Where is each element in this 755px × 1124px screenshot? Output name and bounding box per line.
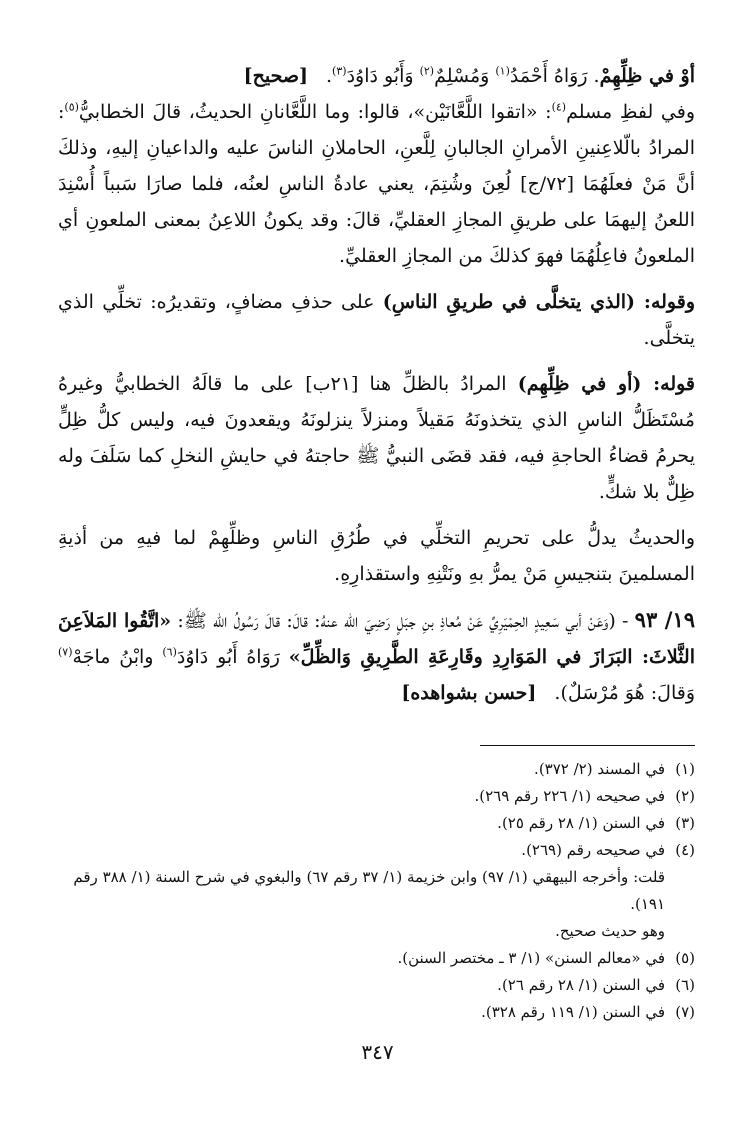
- grade-label: [صحيح]: [243, 65, 308, 87]
- paragraph-shade: [58, 366, 695, 510]
- footnote-ref-4: (٤): [551, 100, 567, 114]
- footnote-mark: (٧): [675, 1003, 695, 1021]
- footnote-mark: (٤): [675, 841, 695, 859]
- footnote-3: [58, 810, 695, 837]
- commentary-text: وفي لفظِ مسلم: [566, 101, 696, 123]
- footnote-mark: (١): [675, 760, 695, 778]
- dash: -: [615, 610, 635, 632]
- footnote-2: [58, 783, 695, 810]
- narration-text: .: [326, 65, 333, 87]
- quoted-phrase: قوله: (أو في ظِلِّهِم): [517, 373, 696, 395]
- footnote-mark: (٢): [675, 787, 695, 805]
- isnad-text: (وَعَنْ أبي سَعِيدٍ الحِمْيَرِيِّ عَنْ مُعاذِ بنِ جبَلٍ رَضِيَ الله عنهُ: قالَ: قالَ رَسُولُ الله ﷺ:: [171, 610, 616, 632]
- paragraph-ruling: [58, 520, 695, 592]
- commentary-text: المرادُ بالظلِّ هنا [٢١ب] على ما قالَهُ الخطابيُّ وغيرهُ مُسْتَظَلُّ الناسِ الذي يتخذونَهُ مَقيلاً ومنزلاً ينزلونَهُ ويقعدونَ فيه، وليس كلُّ ظِلٍّ يحرمُ قضاءُ الحاجةِ فيه، فقد قضَى النبيُّ ﷺ حاجتهُ في حايشِ النخلِ كما سَلَفَ وله ظِلٌّ بلا شكٍّ.: [58, 373, 695, 503]
- footnote-ref-2: (٢): [419, 64, 435, 78]
- commentary-text: على حذفِ مضافٍ، وتقديرُه: تخلِّي الذي يتخلَّى.: [58, 291, 695, 349]
- narration-text: وَأَبُو دَاوُدَ: [346, 65, 420, 87]
- paragraph-hadith-93: [58, 602, 695, 711]
- footnote-text: في صحيحه رقم (٢٦٩).: [521, 841, 665, 859]
- footnote-7: [58, 999, 695, 1026]
- paragraph-muslim-wording: [58, 94, 695, 274]
- footnote-mark: (٣): [675, 814, 695, 832]
- footnote-4-continuation: قلت: وأخرجه البيهقي (١/ ٩٧) وابن خزيمة (١/ ٣٧ رقم ٦٧) والبغوي في شرح السنة (١/ ٣٨٨ رقم ١٩١).: [73, 868, 665, 913]
- footnote-ref-6: (٦): [162, 645, 177, 659]
- footnote-text: في السنن (١/ ١١٩ رقم ٣٢٨).: [481, 1003, 665, 1021]
- footnote-divider: [480, 745, 695, 746]
- footnote-text: في السنن (١/ ٢٨ رقم ٢٦).: [497, 976, 665, 994]
- footnote-mark: (٦): [675, 976, 695, 994]
- page-number: ٣٤٧: [361, 1040, 394, 1064]
- footnote-text: في صحيحه (١/ ٢٢٦ رقم ٢٦٩).: [474, 787, 665, 805]
- narration-text: وابْنُ ماجَهْ: [72, 646, 163, 668]
- footnote-ref-7: (٧): [58, 645, 73, 659]
- narration-text: وَمُسْلِمٌ: [434, 65, 496, 87]
- narration-text: وَقالَ: هُوَ مُرْسَلٌ).: [554, 682, 695, 704]
- commentary-text: والحديثُ يدلُّ على تحريمِ التخلِّي في طُرُقِ الناسِ وظلِّهِمْ لما فيهِ من أذيةِ المسلمينَ بتنجيسِ مَنْ يمرُّ بهِ ونَتْنِهِ واستقذارِهِ.: [58, 527, 695, 585]
- paragraph-hadith-end: [58, 58, 695, 94]
- footnote-4-verdict: وهو حديث صحيح.: [555, 922, 665, 940]
- footnote-ref-5: (٥): [64, 100, 79, 114]
- footnote-text: في السنن (١/ ٢٨ رقم ٢٥).: [497, 814, 665, 832]
- narration-text: . رَوَاهُ أَحْمَدُ: [509, 65, 600, 87]
- grade-label: [حسن بشواهده]: [401, 682, 537, 704]
- commentary-text: : «اتقوا اللَّعَّانَيْن»، قالوا: وما اللَّعَّانانِ الحديثُ، قالَ الخطابيُّ: [78, 101, 552, 123]
- hadith-number: ١٩/ ٩٣: [634, 607, 695, 632]
- paragraph-takhalli: [58, 284, 695, 356]
- quoted-phrase: وقوله: (الذي يتخلَّى في طريقِ الناسِ): [382, 291, 695, 313]
- footnotes: [58, 756, 695, 1026]
- footnote-ref-3: (٣): [332, 64, 347, 78]
- hadith-fragment: أوْ في ظِلِّهِمْ: [599, 65, 695, 87]
- footnote-mark: (٥): [675, 949, 695, 967]
- footnote-text: في «معالم السنن» (١/ ٣ ـ مختصر السنن).: [397, 949, 665, 967]
- narration-text: رَوَاهُ أَبُو دَاوُدَ: [176, 646, 289, 668]
- footnote-text: في المسند (٢/ ٣٧٢).: [534, 760, 665, 778]
- footnote-1: [58, 756, 695, 783]
- footnote-ref-1: (١): [495, 64, 510, 78]
- matn-text: «اتَّقُوا المَلاَعِنَ الثَّلاثَ: البَرَازَ في المَوَارِدِ وقَارِعَةِ الطَّرِيقِ وَالظِّلِّ»: [58, 610, 696, 668]
- footnote-5: [58, 945, 695, 972]
- footnote-4: [58, 837, 695, 864]
- commentary-text: : المرادُ بالّلاعِنينِ الأمرانِ الجالبانِ لِلَّعنِ، الحاملانِ الناسَ عليه والداعيانِ إليهِ، وذلكَ أنَّ مَنْ فعلَهُمَا [٧٢/ج] لُعِنَ وشُتِمَ، يعني عادةُ الناسِ لعنُه، فلما صارَا سَبباً أُسْنِدَ اللعنُ إليهمَا على طريقِ المجازِ العقليِّ، قالَ: وقد يكونُ اللاعِنُ بمعنى الملعونِ أي الملعونُ فاعِلُهُمَا فهوَ كذلكَ من المجازِ العقليِّ.: [58, 101, 695, 267]
- footnote-6: [58, 972, 695, 999]
